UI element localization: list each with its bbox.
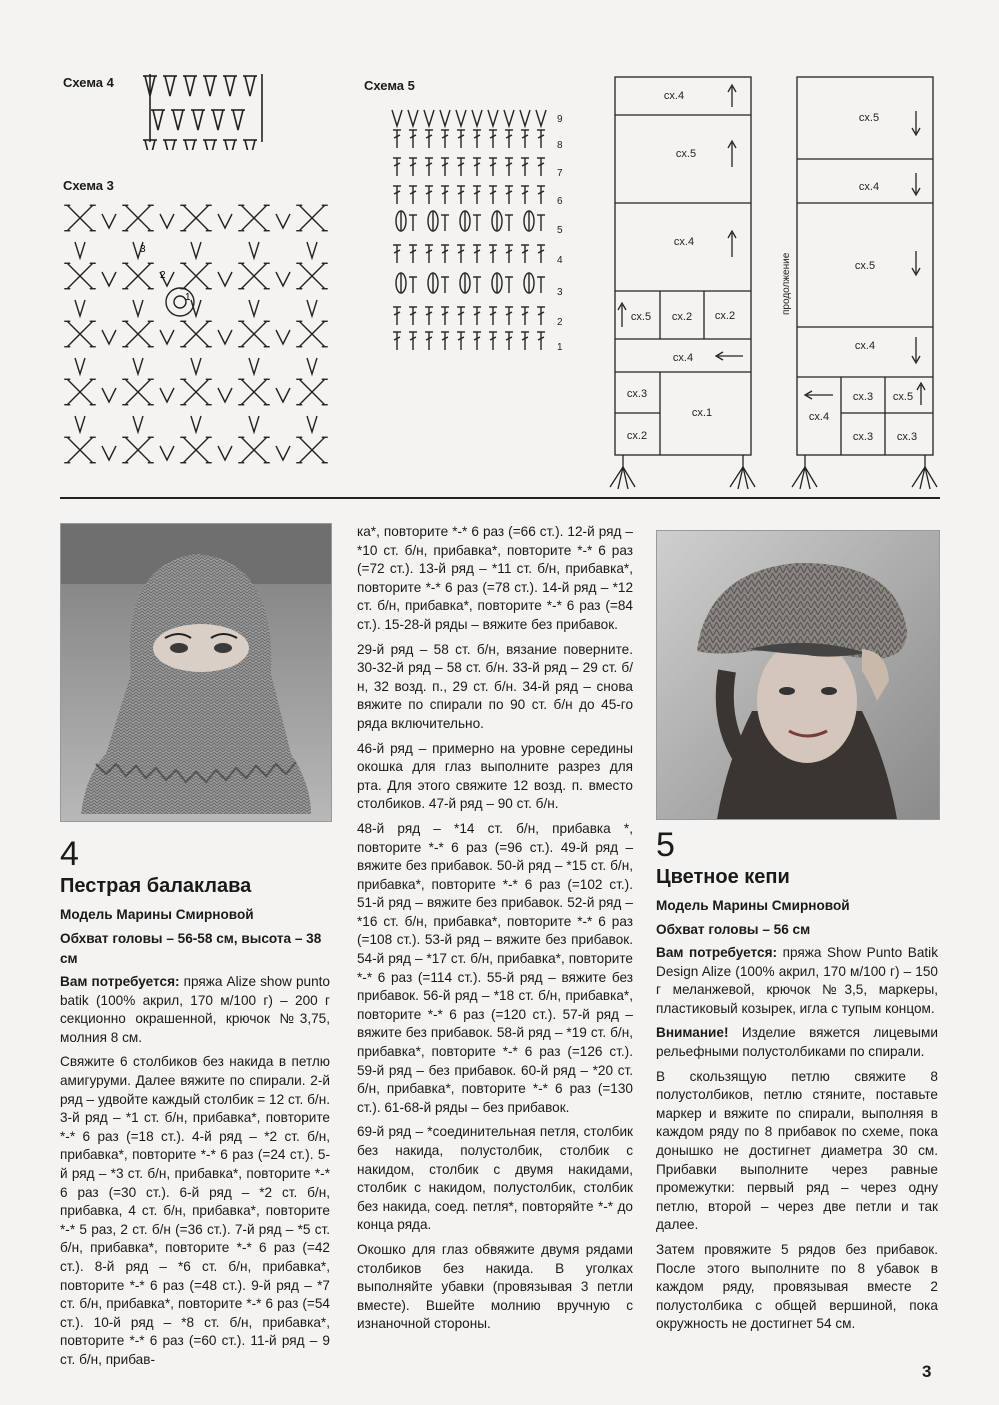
article-title: Цветное кепи bbox=[656, 866, 790, 888]
scheme3-label: Схема 3 bbox=[63, 178, 114, 193]
scheme3-number: 2 bbox=[160, 270, 166, 281]
scheme5-row-number: 8 bbox=[557, 140, 563, 151]
body-paragraph: 69-й ряд – *соединительная петля, столбик без накида, полустолбик, столбик с накидом, столбик с двумя накидами, столбик с накидом, полустолбик, столбик без накида, соед. петля*, повторяйте *-* до конца ряда. bbox=[357, 1124, 633, 1233]
materials-paragraph bbox=[60, 973, 330, 1047]
layout-block-label: сх.2 bbox=[626, 430, 648, 442]
scheme5-diagram bbox=[385, 100, 575, 362]
article-number: 5 bbox=[656, 826, 675, 864]
article-author: Модель Марины Смирновой bbox=[60, 907, 254, 922]
layout-block-label: сх.4 bbox=[663, 90, 685, 102]
body-paragraph: 48-й ряд – *14 ст. б/н, прибавка *, повторите *-* 6 раз (=96 ст.). 49-й ряд – вяжите без прибавок. 50-й ряд – *15 ст. б/н, прибавка*, повторите *-* 6 раз (=102 ст.). 51-й ряд – вяжите без прибавок. 52-й ряд – *16 ст. б/н, прибавка*, повторите *-* 6 раз (=108 ст.). 53-й ряд – вяжите без прибавок. 54-й ряд – *17 ст. б/н, прибавка*, повторите *-* 6 раз (=114 ст.). 55-й ряд – вяжите без прибавок. 56-й ряд – *18 ст. б/н, прибавка*, повторите *-* 6 раз (=120 ст.). 57-й ряд – вяжите без прибавок. 58-й ряд – *19 ст. б/н, прибавка*, повторите *-* 6 раз (=126 ст.). 59-й ряд – без прибавок. 60-й ряд – *20 ст. б/н, прибавка*, повторите *-* 6 раз (=130 ст.). 61-68-й ряды – без прибавок. bbox=[357, 820, 633, 1115]
layout-block-label: сх.4 bbox=[854, 340, 876, 352]
layout-right-diagram bbox=[775, 75, 950, 495]
body-paragraph: Окошко для глаз обвяжите двумя рядами столбиков без накида. В уголках выполняйте убавки (провязывая 3 петли вместе). Вшейте молнию вручную с изнаночной стороны. bbox=[357, 1241, 633, 1332]
scheme3-number: 3 bbox=[140, 244, 146, 255]
article-4-continued bbox=[357, 523, 633, 1340]
materials-text: пряжа Alize show punto batik (100% акрил, 170 м/100 г) – 200 г секционно окрашенной, крючок №3,75, молния 8 см. bbox=[60, 974, 330, 1045]
attention-label: Внимание! bbox=[656, 1025, 729, 1041]
scheme5-row-number: 4 bbox=[557, 255, 563, 266]
article-author: Модель Марины Смирновой bbox=[656, 898, 850, 913]
scheme5-row-number: 6 bbox=[557, 196, 563, 207]
layout-block-label: сх.3 bbox=[626, 388, 648, 400]
body-paragraph: Свяжите 6 столбиков без накида в петлю амигуруми. Далее вяжите по спирали. 2-й ряд – удвойте каждый столбик = 12 ст. б/н. 3-й ряд – *1 ст. б/н, прибавка*, повторите *-* 6 раз (=18 ст.). 4-й ряд – *2 ст. б/н, прибавка*, повторите *-* 6 раз (=24 ст.). 5-й ряд – *3 ст. б/н, прибавка*, повторите *-* 6 раз (=30 ст.). 6-й ряд – *2 ст. б/н, прибавка, 4 ст. б/н, прибавка*, повторите *-* 5 раз, 2 ст. б/н (=36 ст.). 7-й ряд – *5 ст. б/н, прибавка*, повторите *-* 6 раз (=42 ст.). 8-й ряд – *6 ст. б/н, прибавка*, повторите *-* 6 раз (=48 ст.). 9-й ряд – *7 ст. б/н, прибавка*, повторите *-* 6 раз (=54 ст.). 10-й ряд – *8 ст. б/н, прибавка*, повторите *-* 6 раз (=60 ст.). 11-й ряд – 9 ст. б/н, прибав- bbox=[60, 1054, 330, 1367]
layout-block-label: сх.2 bbox=[671, 311, 693, 323]
scheme5-row-number: 2 bbox=[557, 317, 563, 328]
scheme5-row-number: 3 bbox=[557, 287, 563, 298]
article-4 bbox=[60, 835, 330, 1375]
article-number: 4 bbox=[60, 835, 79, 873]
layout-block-label: сх.2 bbox=[714, 310, 736, 322]
page-number: 3 bbox=[922, 1362, 932, 1381]
scheme5-row-number: 9 bbox=[557, 114, 563, 125]
cap-illustration bbox=[657, 531, 939, 819]
layout-block-label: сх.1 bbox=[691, 407, 713, 419]
scheme5-row-number: 5 bbox=[557, 225, 563, 236]
body-paragraph: ка*, повторите *-* 6 раз (=66 ст.). 12-й ряд – *10 ст. б/н, прибавка*, повторите *-* 6 раз (=72 ст.). 13-й ряд – *11 ст. б/н, прибавка*, повторите *-* 6 раз (=78 ст.). 14-й ряд – *12 ст. б/н, прибавка*, повторите *-* 6 раз (=84 ст.). 15-28-й ряды – вяжите без прибавок. bbox=[357, 524, 633, 632]
body-paragraph: 29-й ряд – 58 ст. б/н, вязание поверните. 30-32-й ряд – 58 ст. б/н. 33-й ряд – 29 ст. б/н, 32 возд. п., 29 ст. б/н. 34-й ряд – снова вяжите по спирали по 90 ст. б/н до 45-го ряда включительно. bbox=[357, 641, 633, 731]
layout-block-label: сх.5 bbox=[630, 311, 652, 323]
layout-block-label: сх.3 bbox=[852, 391, 874, 403]
attention-paragraph bbox=[656, 1024, 938, 1061]
layout-block-label: сх.4 bbox=[858, 181, 880, 193]
materials-label: Вам потребуется: bbox=[656, 945, 778, 960]
layout-block-label: сх.5 bbox=[892, 391, 914, 403]
layout-block-label: сх.4 bbox=[673, 236, 695, 248]
layout-block-label: сх.5 bbox=[854, 260, 876, 272]
scheme3-number: 1 bbox=[185, 292, 191, 303]
layout-block-label: сх.5 bbox=[675, 148, 697, 160]
materials-paragraph bbox=[656, 944, 938, 1018]
layout-block-label: сх.4 bbox=[672, 352, 694, 364]
layout-left-diagram bbox=[598, 75, 758, 495]
layout-block-label: сх.3 bbox=[852, 431, 874, 443]
scheme5-row-number: 1 bbox=[557, 342, 563, 353]
layout-block-label: сх.4 bbox=[808, 411, 830, 423]
materials-label: Вам потребуется: bbox=[60, 974, 180, 989]
continuation-label: продолжение bbox=[781, 252, 792, 315]
section-divider bbox=[60, 497, 940, 499]
article-title: Пестрая балаклава bbox=[60, 875, 252, 897]
scheme5-row-number: 7 bbox=[557, 168, 563, 179]
article-size: Обхват головы – 56 см bbox=[656, 922, 811, 937]
body-paragraph: В скользящую петлю свяжите 8 полустолбиков, петлю стяните, поставьте маркер и вяжите по спирали, выполняя в каждом ряду по 8 прибавок по схеме, пока донышко не достигнет диаметра 30 см. Прибавки выполните через равные промежутки: первый ряд – через одну петлю, второй – через две петли и так далее. bbox=[656, 1068, 938, 1233]
layout-block-label: сх.3 bbox=[896, 431, 918, 443]
scheme4-diagram bbox=[140, 70, 270, 150]
materials-text: пряжа Show Punto Batik Design Alize (100% акрил, 170 м/100 г) – 150 г меланжевой, крючок №3,5, маркеры, пластиковый козырек, игла с тупым концом. bbox=[656, 945, 938, 1016]
scheme4-label: Схема 4 bbox=[63, 75, 114, 90]
attention-text: Изделие вяжется лицевыми рельефными полустолбиками по спирали. bbox=[656, 1025, 938, 1059]
body-paragraph: 46-й ряд – примерно на уровне середины окошка для глаз выполните разрез для рта. Для этого свяжите 12 возд. п. вместо столбиков. 47-й ряд – 90 ст. б/н. bbox=[357, 740, 633, 812]
body-paragraph: Затем провяжите 5 рядов без прибавок. После этого выполните по 8 убавок в каждом ряду, провязывая вместе 2 полустолбика с общей вершиной, пока окружность не достигнет 54 см. bbox=[656, 1241, 938, 1332]
article-size: Обхват головы – 56-58 см, высота – 38 см bbox=[60, 931, 322, 966]
scheme3-diagram bbox=[62, 200, 332, 470]
cap-photo bbox=[656, 530, 940, 820]
balaclava-photo bbox=[60, 523, 332, 822]
article-5 bbox=[656, 826, 938, 1340]
balaclava-illustration bbox=[61, 524, 331, 821]
scheme5-label: Схема 5 bbox=[364, 78, 415, 93]
layout-block-label: сх.5 bbox=[858, 112, 880, 124]
